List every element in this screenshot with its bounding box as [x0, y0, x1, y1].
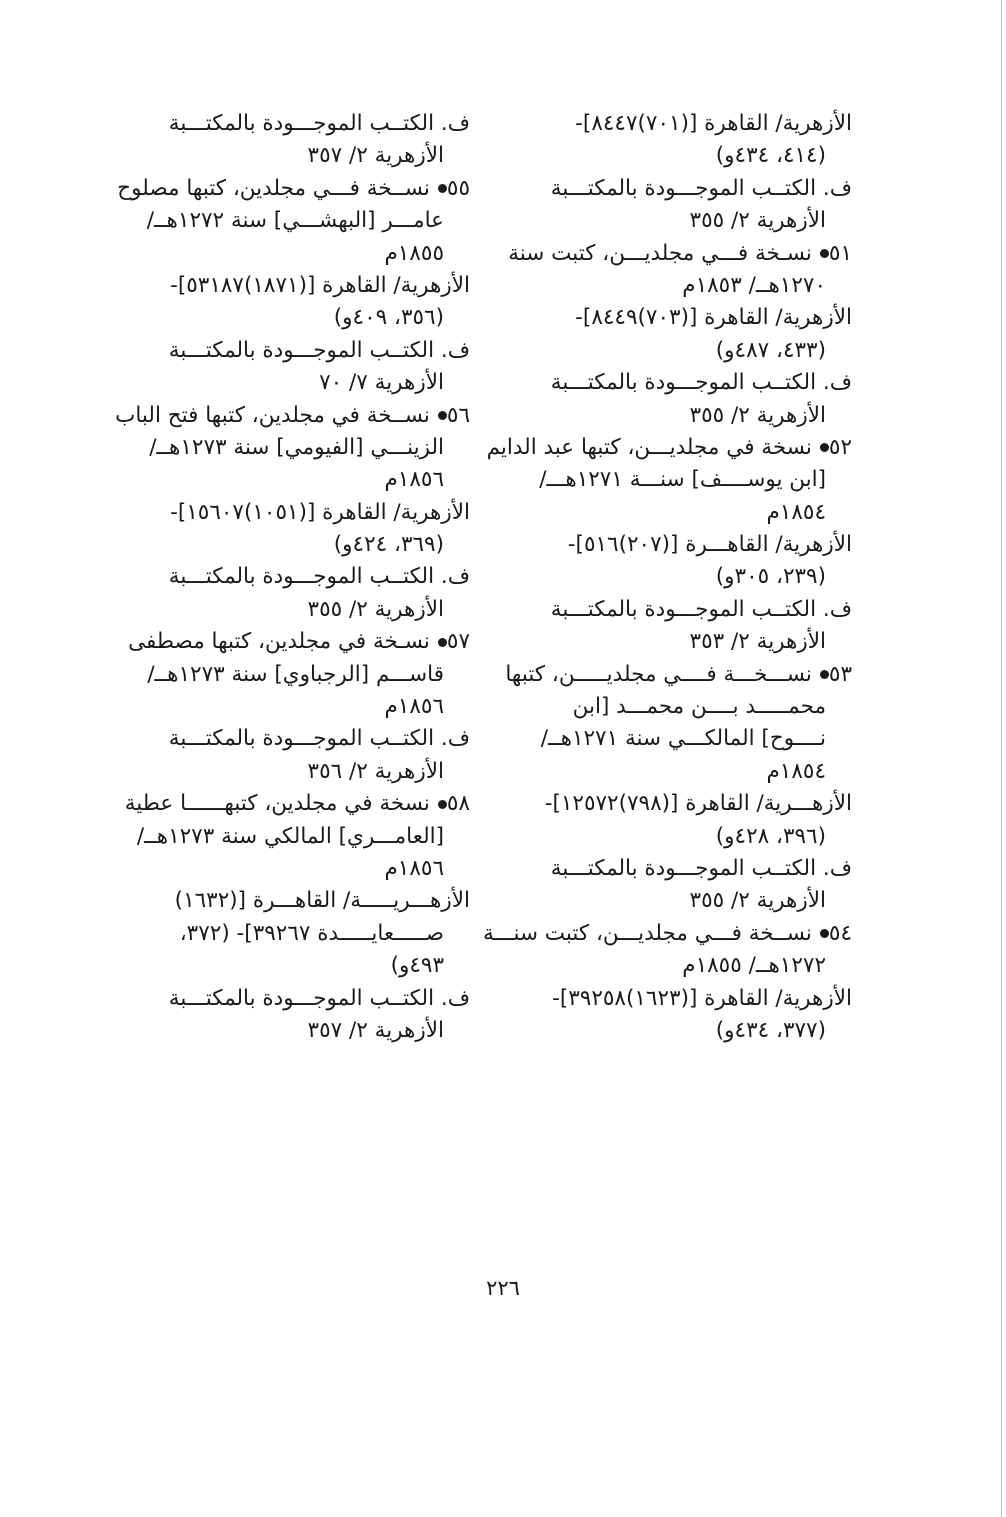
reference-line: الأزهرية/ القاهرة [(١٠٥١)١٥٦٠٧]-	[170, 499, 470, 525]
entry-text: نســخة في مجلدين، كتبها فتح الباب	[115, 402, 430, 428]
bullet-icon	[820, 929, 829, 938]
entry-continuation-line: ١٨٥٥م	[384, 240, 444, 266]
reference-line: ف. الكتــب الموجـــودة بالمكتـــبة	[168, 111, 470, 136]
reference-continuation-line: الأزهرية ٢/ ٣٥٧	[307, 143, 444, 169]
entry-line	[486, 432, 852, 464]
entry-number: ٥٤	[828, 920, 852, 946]
bullet-icon	[438, 184, 447, 193]
reference-continuation-line: (٣٦٩، ٤٢٤و)	[333, 532, 444, 558]
entry-continuation-line: ١٢٧٢هــ/ ١٨٥٥م	[682, 953, 826, 979]
entry-continuation-line: نــــوح] المالكـــي سنة ١٢٧١هــ/	[540, 726, 826, 752]
entry-continuation-line: ١٨٥٦م	[384, 855, 444, 881]
reference-line: ف. الكتــب الموجـــودة بالمكتـــبة	[550, 855, 852, 881]
reference-line: الأزهرية/ القاهـــرة [(٢٠٧)٥١٦]-	[567, 532, 852, 558]
reference-continuation-line: الأزهرية ٢/ ٣٥٧	[307, 1017, 444, 1043]
entry-number: ٥٧	[446, 629, 470, 655]
bullet-icon	[438, 800, 447, 809]
scan-edge-line	[1001, 0, 1002, 1517]
reference-continuation-line: الأزهرية ٢/ ٣٥٥	[689, 888, 826, 914]
reference-line: ف. الكتــب الموجـــودة بالمكتـــبة	[168, 726, 470, 752]
bullet-icon	[438, 411, 447, 420]
reference-continuation-line: (٣٧٧، ٤٣٤و)	[715, 1017, 826, 1043]
reference-line: الأزهـــرية/ القاهرة [(٧٩٨)١٢٥٧٢]-	[544, 791, 852, 817]
reference-continuation-line: الأزهرية ٢/ ٣٥٥	[689, 402, 826, 428]
entry-line	[117, 173, 470, 205]
entry-continuation-line: ١٨٥٦م	[384, 694, 444, 720]
entry-line	[483, 918, 852, 950]
entry-continuation-line: [العامـــري] المالكي سنة ١٢٧٣هــ/	[136, 823, 444, 849]
reference-continuation-line: الأزهرية ٢/ ٣٥٣	[689, 629, 826, 655]
entry-line	[128, 626, 470, 658]
reference-line: الأزهرية/ القاهرة [(١٨٧١)٥٣١٨٧]-	[170, 272, 470, 298]
entry-continuation-line: الزينـــي [الفيومي] سنة ١٢٧٣هــ/	[149, 434, 444, 460]
reference-continuation-line: ٤٩٣و)	[390, 953, 444, 979]
reference-continuation-line: (٣٩٦، ٤٢٨و)	[715, 823, 826, 849]
page-number: ٢٢٦	[486, 1276, 520, 1300]
reference-line: ف. الكتــب الموجـــودة بالمكتـــبة	[550, 370, 852, 396]
bullet-icon	[438, 638, 447, 647]
reference-line: ف. الكتــب الموجـــودة بالمكتـــبة	[168, 564, 470, 590]
reference-continuation-line: (٢٣٩، ٣٠٥و)	[715, 564, 826, 590]
entry-continuation-line: [ابن يوســــف] سنـــة ١٢٧١هـــ/	[539, 467, 826, 493]
reference-continuation-line: (٤١٤، ٤٣٤و)	[715, 143, 826, 169]
entry-continuation-line: ١٨٥٤م	[766, 499, 826, 525]
reference-line: ف. الكتــب الموجـــودة بالمكتـــبة	[550, 596, 852, 622]
entry-text: نسـخة فـــي مجلديـــن، كتبت سنة	[508, 240, 812, 266]
reference-line: ف. الكتــب الموجـــودة بالمكتـــبة	[168, 985, 470, 1011]
entry-number: ٥٢	[828, 434, 852, 460]
reference-line: ف. الكتــب الموجـــودة بالمكتـــبة	[168, 337, 470, 363]
entry-continuation-line: قاســـم [الرجباوي] سنة ١٢٧٣هــ/	[147, 661, 444, 687]
reference-line: الأزهرية/ القاهرة [(١٦٢٣)٣٩٢٥٨]-	[552, 985, 852, 1011]
entry-number: ٥١	[828, 240, 852, 266]
entry-number: ٥٥	[446, 175, 470, 201]
entry-number: ٥٨	[446, 791, 470, 817]
reference-continuation-line: الأزهرية ٢/ ٣٥٦	[307, 758, 444, 784]
bullet-icon	[820, 443, 829, 452]
reference-line: الأزهرية/ القاهرة [(٧٠١)٨٤٤٧]-	[575, 111, 852, 136]
entry-text: نسخة في مجلديـــن، كتبها عبد الدايم	[486, 434, 812, 460]
entry-text: نســخة فـــي مجلديـــن، كتبت سنـــة	[483, 920, 812, 946]
entry-line	[124, 788, 470, 820]
entry-line	[505, 659, 852, 691]
bullet-icon	[820, 249, 829, 258]
entry-continuation-line: ١٨٥٤م	[766, 758, 826, 784]
entry-line	[115, 400, 470, 432]
bullet-icon	[820, 670, 829, 679]
reference-line: الأزهـــريـــــة/ القاهـــرة [(١٦٣٢)	[174, 888, 470, 914]
entry-continuation-line: ١٢٧٠هــ/ ١٨٥٣م	[682, 272, 826, 298]
entry-text: نسخة في مجلدين، كتبهــــــا عطية	[124, 791, 430, 817]
reference-continuation-line: الأزهرية ٢/ ٣٥٥	[689, 208, 826, 234]
entry-continuation-line: ١٨٥٦م	[384, 467, 444, 493]
right-column	[483, 108, 852, 1047]
reference-line: ف. الكتــب الموجـــودة بالمكتـــبة	[550, 175, 852, 201]
entry-number: ٥٦	[446, 402, 470, 428]
reference-continuation-line: الأزهرية ٢/ ٣٥٥	[307, 596, 444, 622]
left-column	[115, 108, 470, 1047]
entry-number: ٥٣	[828, 661, 852, 687]
entry-continuation-line: محمـــــد بــــن محمـــد [ابن	[572, 694, 826, 720]
reference-continuation-line: (٣٥٦، ٤٠٩و)	[333, 305, 444, 331]
reference-continuation-line: الأزهرية ٧/ ٧٠	[319, 370, 444, 396]
entry-text: نســخة فـــي مجلدين، كتبها مصلوح	[117, 175, 430, 201]
entry-continuation-line: عامـــر [البهشـــي] سنة ١٢٧٢هــ/	[146, 208, 444, 234]
entry-line	[508, 238, 852, 270]
reference-continuation-line: (٤٣٣، ٤٨٧و)	[715, 337, 826, 363]
reference-line: الأزهرية/ القاهرة [(٧٠٣)٨٤٤٩]-	[575, 305, 852, 331]
entry-text: نسـخة في مجلدين، كتبها مصطفى	[128, 629, 430, 655]
reference-continuation-line: صـــــعايـــــدة ٣٩٢٦٧]- (٣٧٢،	[179, 920, 444, 946]
entry-text: نســـخـــة فــــي مجلديـــــن، كتبها	[505, 661, 812, 687]
